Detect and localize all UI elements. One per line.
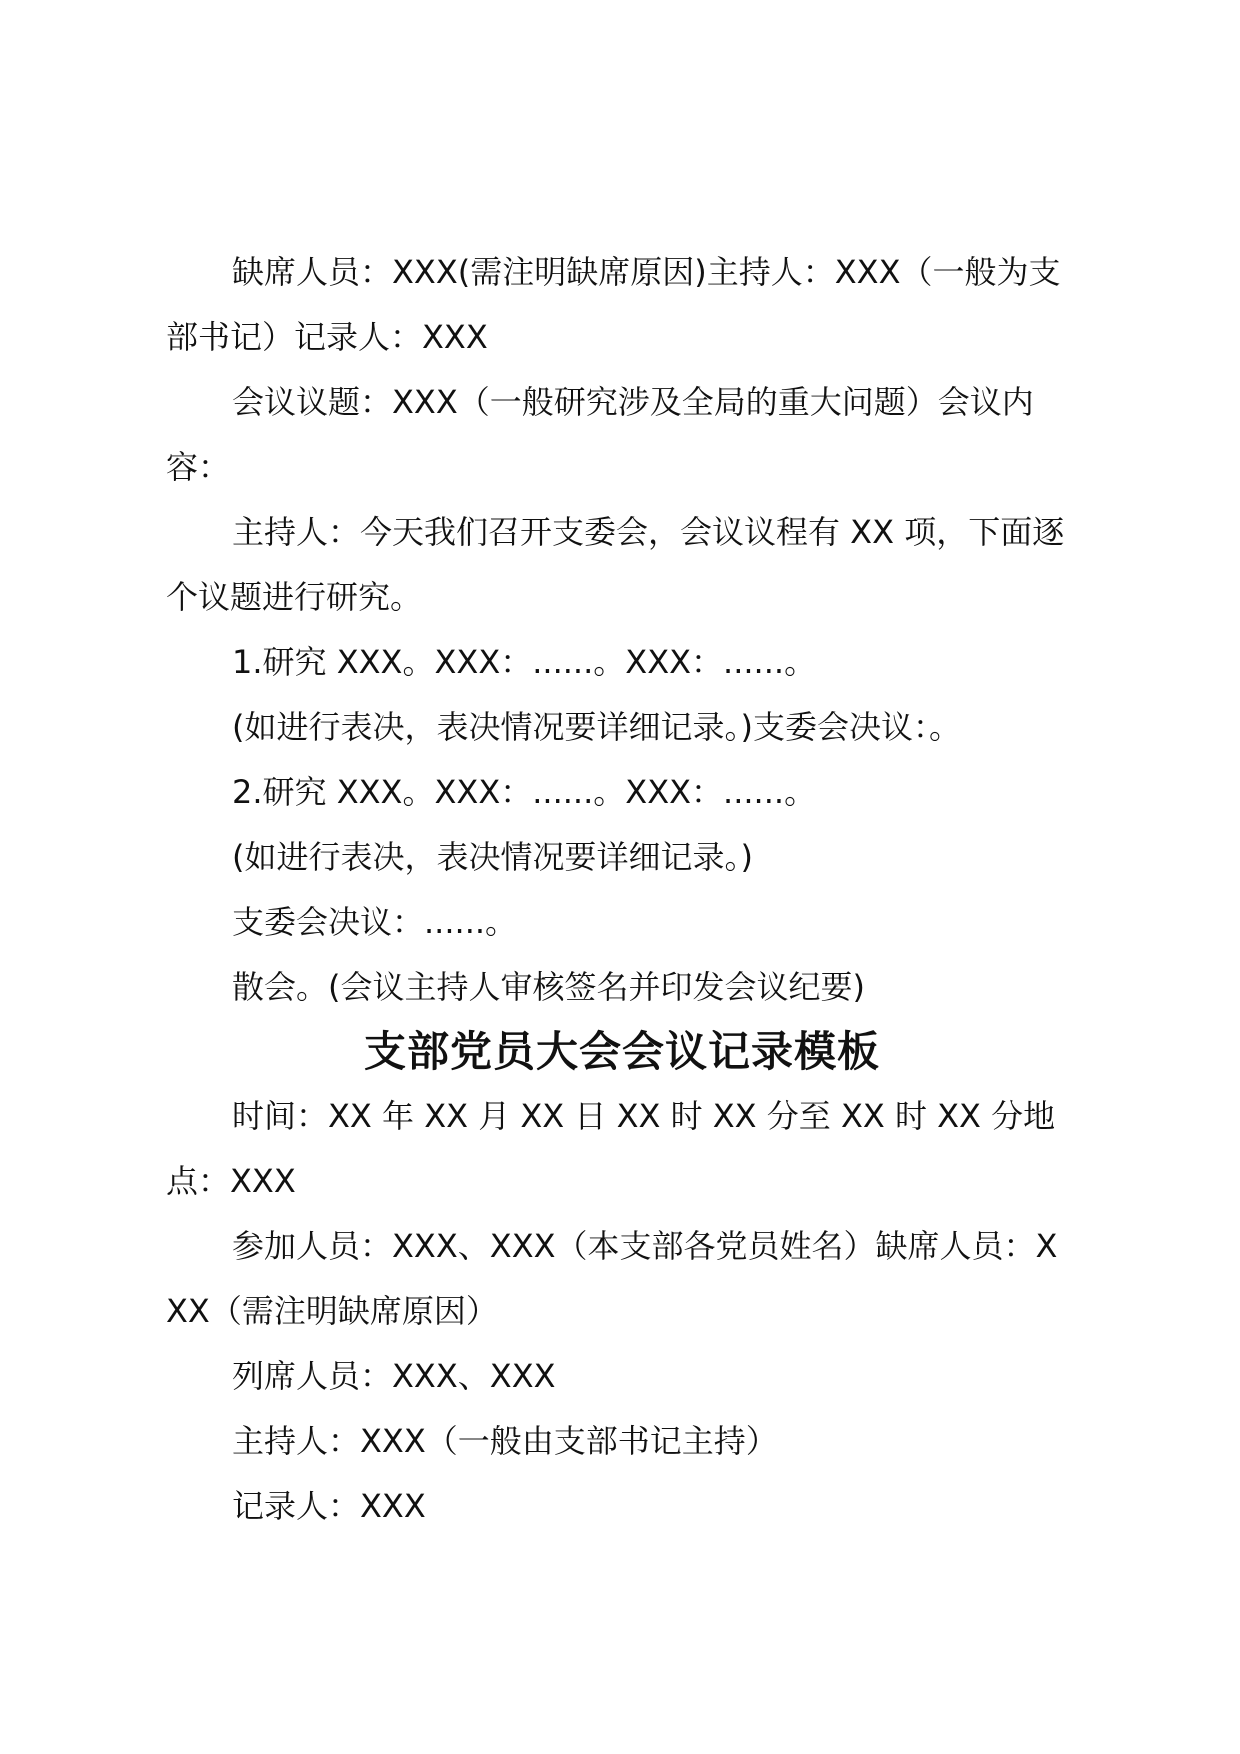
committee-resolution: 支委会决议：......。 xyxy=(232,903,518,941)
attendees-paragraph: 参加人员：XXX、XXX（本支部各党员姓名）缺席人员：XXX（需注明缺席原因） xyxy=(166,1227,1058,1330)
observers-paragraph: 列席人员：XXX、XXX xyxy=(232,1357,556,1395)
adjournment-paragraph: 散会。(会议主持人审核签名并印发会议纪要) xyxy=(232,968,865,1006)
vote-note-1: (如进行表决，表决情况要详细记录。)支委会决议：。 xyxy=(232,708,961,746)
host-paragraph: 主持人：XXX（一般由支部书记主持） xyxy=(232,1422,778,1460)
section-title: 支部党员大会会议记录模板 xyxy=(363,1027,880,1076)
agenda-item-2: 2.研究 XXX。XXX：......。XXX：......。 xyxy=(232,773,817,811)
recorder-paragraph: 记录人：XXX xyxy=(232,1487,426,1525)
document-body xyxy=(166,240,1078,1539)
absentees-paragraph: 缺席人员：XXX(需注明缺席原因)主持人：XXX（一般为支部书记）记录人：XXX xyxy=(166,253,1061,356)
agenda-item-1: 1.研究 XXX。XXX：......。XXX：......。 xyxy=(232,643,817,681)
time-location-paragraph: 时间：XX 年 XX 月 XX 日 XX 时 XX 分至 XX 时 XX 分地点：XXX xyxy=(166,1097,1056,1200)
vote-note-2: (如进行表决，表决情况要详细记录。) xyxy=(232,838,753,876)
meeting-topic-paragraph: 会议议题：XXX（一般研究涉及全局的重大问题）会议内容： xyxy=(166,383,1034,486)
host-opening-paragraph: 主持人：今天我们召开支委会，会议议程有 XX 项，下面逐个议题进行研究。 xyxy=(166,513,1065,616)
